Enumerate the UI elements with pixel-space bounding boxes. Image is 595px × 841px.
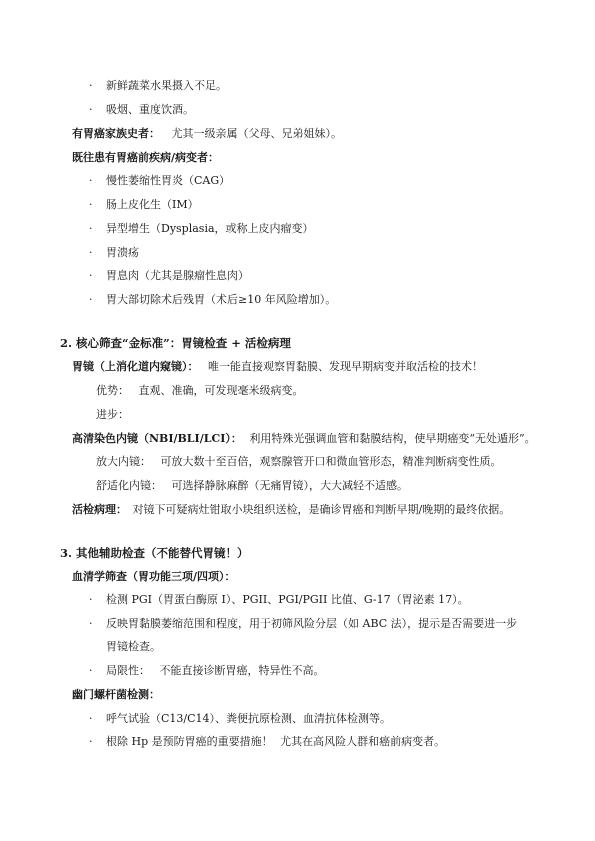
- biopsy-label: 活检病理：: [72, 503, 127, 516]
- section-2-title: 2. 核心筛查“金标准”：胃镜检查 + 活检病理: [60, 336, 291, 350]
- bullet: ·: [89, 103, 93, 116]
- bullet: ·: [89, 269, 93, 282]
- bullet: ·: [89, 712, 93, 725]
- family-history-line: [72, 127, 342, 141]
- advantage-text: 直观、准确，可发现毫米级病变。: [138, 384, 304, 397]
- hd-line: [72, 432, 536, 446]
- serum-label: 血清学筛查（胃功能三项/四项）：: [72, 570, 236, 583]
- comfort-label: 舒适化内镜：: [96, 479, 162, 492]
- advantage-label: 优势：: [96, 384, 129, 397]
- gastroscope-label: 胃镜（上消化道内窥镜）：: [72, 360, 199, 373]
- limitation-label: 局限性：: [106, 664, 150, 677]
- magnify-label: 放大内镜：: [96, 455, 151, 468]
- hd-label: 高清染色内镜（NBI/BLI/LCI）：: [72, 432, 242, 445]
- bullet: ·: [89, 198, 93, 211]
- hd-text: 利用特殊光强调血管和黏膜结构，使早期癌变“无处遁形”。: [249, 432, 536, 445]
- list-item: 异型增生（Dysplasia，或称上皮内瘤变）: [106, 222, 314, 235]
- list-item: 吸烟、重度饮酒。: [106, 103, 194, 116]
- bullet: ·: [89, 593, 93, 606]
- bullet: ·: [89, 222, 93, 235]
- family-history-text: 尤其一级亲属（父母、兄弟姐妹）。: [171, 127, 342, 140]
- comfort-line: [96, 479, 408, 493]
- list-item: 胃息肉（尤其是腺瘤性息肉）: [106, 269, 249, 282]
- bullet: ·: [89, 79, 93, 92]
- section-3-title: 3. 其他辅助检查（不能替代胃镜！）: [60, 546, 249, 560]
- hp-measure-text: 根除 Hp 是预防胃癌的重要措施！: [106, 735, 273, 748]
- comfort-text: 可选择静脉麻醉（无痛胃镜），大大减轻不适感。: [171, 479, 408, 492]
- magnify-line: [96, 455, 502, 469]
- hp-measure-note: 尤其在高风险人群和癌前病变者。: [280, 735, 446, 748]
- limitation-text: 不能直接诊断胃癌，特异性不高。: [159, 664, 325, 677]
- list-item: 反映胃黏膜萎缩范围和程度，用于初筛风险分层（如 ABC 法），提示是否需要进一步: [106, 617, 518, 630]
- hp-label: 幽门螺杆菌检测：: [72, 688, 160, 701]
- list-item: 胃大部切除术后残胃（术后≥10 年风险增加）。: [106, 293, 337, 306]
- list-item: 呼气试验（C13/C14）、粪便抗原检测、血清抗体检测等。: [106, 712, 392, 725]
- bullet: ·: [89, 664, 93, 677]
- list-item: 检测 PGI（胃蛋白酶原 I）、PGII、PGI/PGII 比值、G-17（胃泌素 17）。: [106, 593, 469, 606]
- bullet: ·: [89, 293, 93, 306]
- precancer-label: 既往患有胃癌前疾病/病变者：: [72, 151, 220, 164]
- gastroscope-text: 唯一能直接观察胃黏膜、发现早期病变并取活检的技术！: [208, 360, 483, 373]
- bullet: ·: [89, 174, 93, 187]
- magnify-text: 可放大数十至百倍，观察腺管开口和微血管形态，精准判断病变性质。: [160, 455, 502, 468]
- list-item: [106, 735, 445, 749]
- bullet: ·: [89, 246, 93, 259]
- biopsy-line: [72, 503, 510, 517]
- biopsy-text: 对镜下可疑病灶钳取小块组织送检，是确诊胃癌和判断早期/晚期的最终依据。: [132, 503, 511, 516]
- list-item: 新鲜蔬菜水果摄入不足。: [106, 79, 227, 92]
- list-item: 肠上皮化生（IM）: [106, 198, 199, 211]
- list-item: 胃溃疡: [106, 246, 139, 259]
- advantage-line: [96, 384, 304, 398]
- family-history-label: 有胃癌家族史者：: [72, 127, 160, 140]
- bullet: ·: [89, 617, 93, 630]
- gastroscope-line: [72, 360, 483, 374]
- bullet: ·: [89, 735, 93, 748]
- list-item: 慢性萎缩性胃炎（CAG）: [106, 174, 231, 187]
- progress-label: 进步：: [96, 408, 129, 421]
- list-item: [106, 664, 325, 678]
- list-item-continuation: 胃镜检查。: [106, 640, 161, 653]
